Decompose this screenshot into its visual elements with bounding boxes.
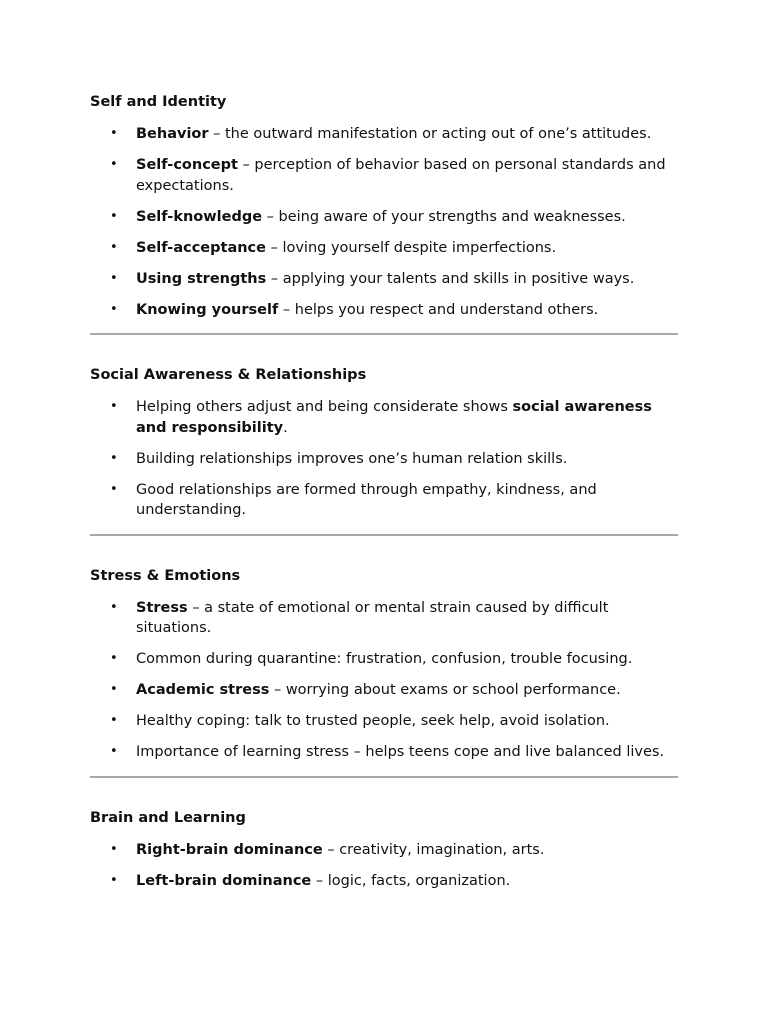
section-divider xyxy=(90,776,678,778)
list-item xyxy=(90,871,678,892)
item-text: Good relationships are formed through empathy, kindness, and understanding. xyxy=(136,481,597,518)
section-title: Self and Identity xyxy=(90,94,227,110)
definition: – applying your talents and skills in positive ways. xyxy=(266,270,635,287)
section-brain-learning xyxy=(90,808,678,892)
section-divider xyxy=(90,534,678,536)
section-divider xyxy=(90,333,678,335)
list-item xyxy=(90,155,678,196)
document-body xyxy=(90,92,678,891)
term: Stress xyxy=(136,599,188,616)
term: Self-acceptance xyxy=(136,239,266,256)
definition: – a state of emotional or mental strain caused by difficult situations. xyxy=(136,599,609,636)
list-item xyxy=(90,840,678,861)
definition: – creativity, imagination, arts. xyxy=(322,841,545,858)
list-item xyxy=(90,598,678,639)
term: Using strengths xyxy=(136,270,267,287)
definition: – perception of behavior based on personal standards and expectations. xyxy=(136,157,666,194)
bullet-list xyxy=(90,840,678,892)
definition: – helps you respect and understand others. xyxy=(278,301,599,318)
list-item xyxy=(90,742,678,763)
section-title: Social Awareness & Relationships xyxy=(90,367,367,383)
term: Self-concept xyxy=(136,157,238,173)
section-stress-emotions xyxy=(90,566,678,763)
item-text: Building relationships improves one’s human relation skills. xyxy=(136,450,568,467)
definition: – the outward manifestation or acting out of one’s attitudes. xyxy=(208,126,652,142)
section-title: Brain and Learning xyxy=(90,809,246,826)
list-item xyxy=(90,711,678,732)
item-text: Importance of learning stress – helps teens cope and live balanced lives. xyxy=(136,744,665,760)
item-text: Healthy coping: talk to trusted people, seek help, avoid isolation. xyxy=(136,713,610,729)
definition: – worrying about exams or school performance. xyxy=(269,682,621,698)
item-text: Helping others adjust and being considerate shows xyxy=(136,399,513,415)
list-item xyxy=(90,124,678,145)
term: Right-brain dominance xyxy=(136,841,323,858)
term: Knowing yourself xyxy=(136,301,279,318)
section-self-and-identity xyxy=(90,92,678,320)
definition: – being aware of your strengths and weaknesses. xyxy=(262,208,626,225)
list-item xyxy=(90,680,678,701)
item-text: . xyxy=(283,419,288,436)
term: Left-brain dominance xyxy=(136,872,312,889)
definition: – loving yourself despite imperfections. xyxy=(265,239,557,256)
list-item xyxy=(90,207,678,228)
term: Self-knowledge xyxy=(136,208,263,225)
list-item xyxy=(90,397,678,438)
item-text: Common during quarantine: frustration, confusion, trouble focusing. xyxy=(136,651,633,667)
term: social awareness and responsibility xyxy=(136,399,652,436)
bullet-list xyxy=(90,124,678,320)
list-item xyxy=(90,269,678,290)
list-item xyxy=(90,238,678,259)
list-item xyxy=(90,300,678,321)
bullet-list xyxy=(90,397,678,521)
term: Academic stress xyxy=(136,682,270,698)
definition: – logic, facts, organization. xyxy=(311,872,511,889)
bullet-list xyxy=(90,598,678,763)
list-item xyxy=(90,449,678,470)
section-social-awareness xyxy=(90,365,678,521)
term: Behavior xyxy=(136,126,209,142)
list-item xyxy=(90,649,678,670)
list-item xyxy=(90,480,678,521)
section-title: Stress & Emotions xyxy=(90,567,241,584)
